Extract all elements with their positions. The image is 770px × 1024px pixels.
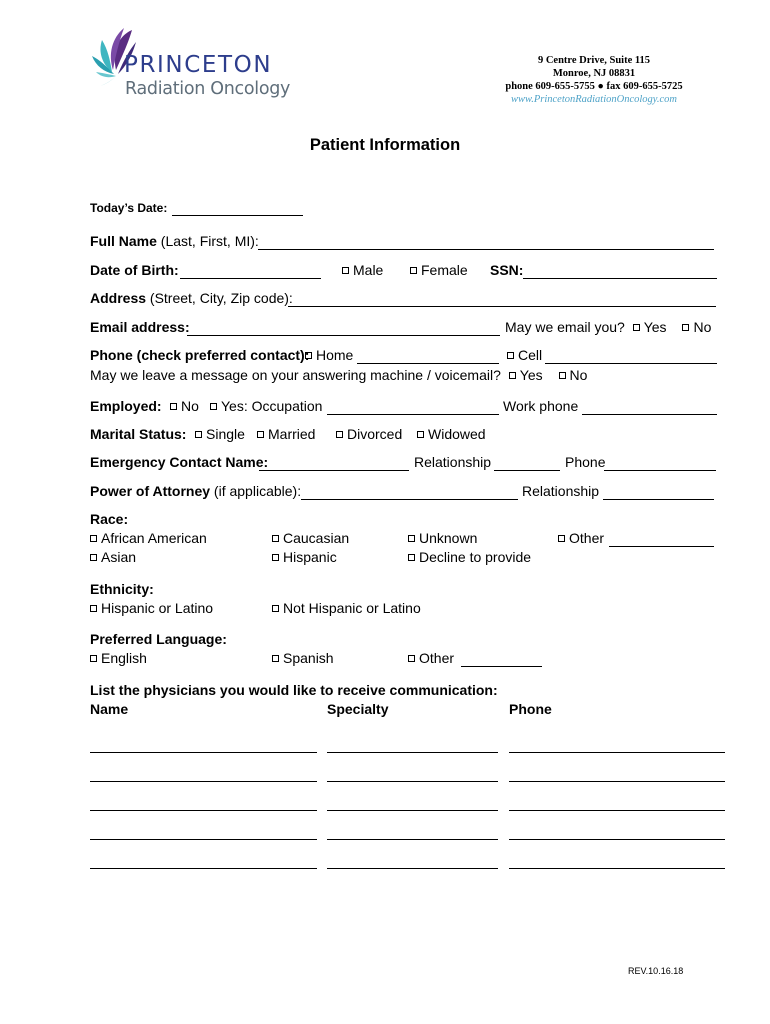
occupation-field[interactable] [327, 414, 499, 415]
language-option-label: English [101, 650, 147, 666]
website-link[interactable]: www.PrincetonRadiationOncology.com [510, 94, 678, 105]
physician-name-field[interactable] [90, 868, 317, 869]
checkbox-icon[interactable] [195, 431, 202, 438]
checkbox-icon[interactable] [682, 324, 689, 331]
race-option-label: Unknown [419, 530, 478, 546]
race-asian-option[interactable] [90, 549, 136, 565]
checkbox-icon[interactable] [336, 431, 343, 438]
checkbox-icon[interactable] [90, 554, 97, 561]
checkbox-icon[interactable] [272, 655, 279, 662]
checkbox-icon[interactable] [342, 267, 349, 274]
voicemail-no-label: No [569, 367, 588, 383]
employed-label: Employed: [90, 398, 162, 414]
physicians-col-phone: Phone [509, 701, 552, 717]
physician-specialty-field[interactable] [327, 868, 498, 869]
physician-name-field[interactable] [90, 810, 317, 811]
physician-phone-field[interactable] [509, 839, 725, 840]
marital-status-label: Marital Status: [90, 426, 187, 442]
race-option-label: Asian [101, 549, 137, 565]
race-caucasian-option[interactable] [272, 530, 349, 546]
checkbox-icon[interactable] [408, 655, 415, 662]
physician-phone-field[interactable] [509, 781, 725, 782]
checkbox-icon[interactable] [90, 655, 97, 662]
checkbox-icon[interactable] [408, 554, 415, 561]
address-field[interactable] [288, 306, 716, 307]
email-field[interactable] [187, 335, 500, 336]
voicemail-yes-label: Yes [519, 367, 543, 383]
emergency-relationship-label: Relationship [414, 454, 492, 470]
address-hint: (Street, City, Zip code): [146, 290, 293, 306]
poa-row [90, 483, 301, 499]
work-phone-label: Work phone [503, 398, 579, 414]
full-name-hint: (Last, First, MI): [156, 233, 259, 249]
todays-date-field[interactable] [172, 215, 303, 216]
poa-relationship-label: Relationship [522, 483, 600, 499]
physicians-label: List the physicians you would like to receive communication: [90, 682, 498, 698]
dob-field[interactable] [180, 278, 321, 279]
ethnicity-label: Ethnicity: [90, 581, 154, 597]
full-name-label: Full Name [90, 233, 157, 249]
sex-male-option[interactable] [342, 262, 383, 278]
physician-name-field[interactable] [90, 839, 317, 840]
checkbox-icon[interactable] [170, 403, 177, 410]
phone-cell-option[interactable] [507, 347, 542, 363]
todays-date-label: Today’s Date: [90, 201, 168, 215]
logo-wordmark-radiation-oncology: Radiation Oncology [125, 79, 291, 99]
full-name-field[interactable] [258, 249, 714, 250]
phone-cell-label: Cell [518, 347, 543, 363]
emergency-contact-field[interactable] [259, 470, 409, 471]
ethnicity-not-hispanic-option[interactable] [272, 600, 421, 616]
phone-cell-field[interactable] [545, 363, 717, 364]
emergency-phone-label: Phone [565, 454, 606, 470]
email-permission-question: May we email you? [505, 319, 625, 335]
poa-relationship-field[interactable] [603, 499, 714, 500]
checkbox-icon[interactable] [509, 372, 516, 379]
checkbox-icon[interactable] [257, 431, 264, 438]
address-line-2: Monroe, NJ 08831 [552, 68, 636, 79]
checkbox-icon[interactable] [417, 431, 424, 438]
checkbox-icon[interactable] [507, 352, 514, 359]
race-other-option[interactable] [558, 530, 604, 546]
language-other-field[interactable] [461, 666, 542, 667]
race-other-field[interactable] [609, 546, 714, 547]
physicians-col-specialty: Specialty [327, 701, 389, 717]
race-label: Race: [90, 511, 129, 527]
marital-single-label: Single [206, 426, 245, 442]
language-english-option[interactable] [90, 650, 147, 666]
email-no-label: No [693, 319, 712, 335]
address-label: Address [90, 290, 147, 306]
language-label: Preferred Language: [90, 631, 227, 647]
language-option-label: Other [419, 650, 455, 666]
employed-yes-label: Yes: Occupation [221, 398, 323, 414]
race-hispanic-option[interactable] [272, 549, 337, 565]
physician-phone-field[interactable] [509, 810, 725, 811]
checkbox-icon[interactable] [305, 352, 312, 359]
ethnicity-option-label: Hispanic or Latino [101, 600, 214, 616]
page-title: Patient Information [309, 136, 461, 154]
physician-name-field[interactable] [90, 752, 317, 753]
checkbox-icon[interactable] [90, 535, 97, 542]
sex-female-label: Female [421, 262, 468, 278]
employed-no-option[interactable] [170, 398, 199, 414]
address-row [90, 290, 293, 306]
full-name-row [90, 233, 259, 249]
checkbox-icon[interactable] [558, 535, 565, 542]
email-yes-label: Yes [643, 319, 667, 335]
checkbox-icon[interactable] [559, 372, 566, 379]
physicians-col-name: Name [90, 701, 129, 717]
phone-home-option[interactable] [305, 347, 353, 363]
checkbox-icon[interactable] [272, 535, 279, 542]
checkbox-icon[interactable] [410, 267, 417, 274]
employed-yes-option[interactable] [210, 398, 322, 414]
address-line-1: 9 Centre Drive, Suite 115 [537, 55, 651, 66]
marital-divorced-option[interactable] [336, 426, 402, 442]
language-other-option[interactable] [408, 650, 454, 666]
marital-widowed-option[interactable] [417, 426, 486, 442]
marital-widowed-label: Widowed [428, 426, 486, 442]
ethnicity-hispanic-option[interactable] [90, 600, 213, 616]
physician-specialty-field[interactable] [327, 810, 498, 811]
physician-name-field[interactable] [90, 781, 317, 782]
employed-no-label: No [181, 398, 199, 414]
language-option-label: Spanish [283, 650, 334, 666]
checkbox-icon[interactable] [272, 605, 279, 612]
language-spanish-option[interactable] [272, 650, 334, 666]
poa-label: Power of Attorney [90, 483, 211, 499]
poa-field[interactable] [301, 499, 518, 500]
marital-single-option[interactable] [195, 426, 245, 442]
checkbox-icon[interactable] [272, 554, 279, 561]
voicemail-row [90, 367, 587, 383]
ethnicity-option-label: Not Hispanic or Latino [283, 600, 421, 616]
revision-code: REV.10.16.18 [628, 966, 684, 976]
emergency-phone-field[interactable] [604, 470, 716, 471]
email-label: Email address: [90, 319, 190, 335]
checkbox-icon[interactable] [408, 535, 415, 542]
ssn-label: SSN: [490, 262, 524, 278]
race-option-label: Decline to provide [419, 549, 532, 565]
race-option-label: Hispanic [283, 549, 337, 565]
sex-female-option[interactable] [410, 262, 468, 278]
emergency-contact-label: Emergency Contact Name: [90, 454, 269, 470]
poa-hint: (if applicable): [210, 483, 302, 499]
phone-fax-line: phone 609-655-5755 ● fax 609-655-5725 [505, 81, 683, 92]
ssn-field[interactable] [523, 278, 717, 279]
sex-male-label: Male [353, 262, 384, 278]
voicemail-question: May we leave a message on your answering machine / voicemail? [90, 367, 501, 383]
work-phone-field[interactable] [582, 414, 717, 415]
marital-divorced-label: Divorced [347, 426, 403, 442]
marital-married-label: Married [268, 426, 316, 442]
phone-home-field[interactable] [357, 363, 499, 364]
marital-married-option[interactable] [257, 426, 315, 442]
checkbox-icon[interactable] [90, 605, 97, 612]
physician-specialty-field[interactable] [327, 839, 498, 840]
physician-specialty-field[interactable] [327, 781, 498, 782]
emergency-relationship-field[interactable] [494, 470, 560, 471]
checkbox-icon[interactable] [633, 324, 640, 331]
race-decline-option[interactable] [408, 549, 531, 565]
checkbox-icon[interactable] [210, 403, 217, 410]
physician-phone-field[interactable] [509, 868, 725, 869]
phone-label: Phone (check preferred contact): [90, 347, 310, 363]
race-option-label: African American [101, 530, 207, 546]
physician-specialty-field[interactable] [327, 752, 498, 753]
phone-home-label: Home [316, 347, 354, 363]
race-african-american-option[interactable] [90, 530, 207, 546]
email-permission [505, 319, 711, 335]
physician-phone-field[interactable] [509, 752, 725, 753]
logo-wordmark-princeton: PRINCETON [124, 52, 273, 78]
race-option-label: Other [569, 530, 605, 546]
race-unknown-option[interactable] [408, 530, 477, 546]
dob-label: Date of Birth: [90, 262, 179, 278]
race-option-label: Caucasian [283, 530, 350, 546]
